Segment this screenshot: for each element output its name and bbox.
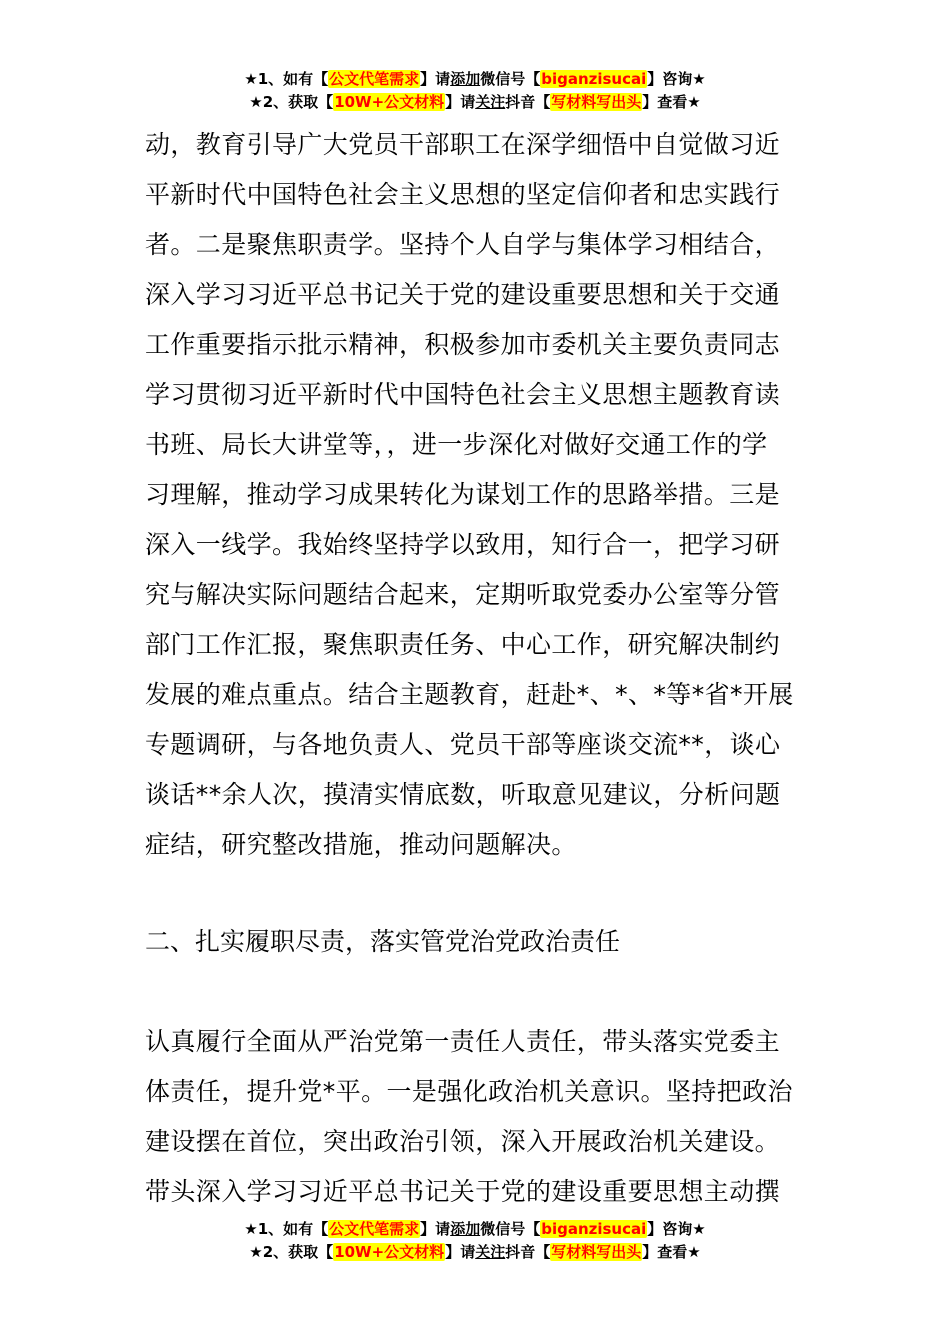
promo-underlined-text: 添加	[450, 1220, 481, 1238]
body-paragraph-2	[145, 1017, 815, 1217]
text-line: 书班、局长大讲堂等，，进一步深化对做好交通工作的学	[145, 430, 768, 459]
promo-highlight: 10W+公文材料	[334, 1243, 445, 1261]
text-line: 动，教育引导广大党员干部职工在深学细悟中自觉做习近	[145, 130, 781, 159]
promo-text: 】查看★	[642, 93, 701, 111]
promo-underlined-text: 关注	[475, 93, 506, 111]
promo-highlight: 公文代笔需求	[329, 1220, 420, 1238]
text-line: 深入学习习近平总书记关于党的建设重要思想和关于交通	[145, 280, 781, 309]
text-line: 究与解决实际问题结合起来，定期听取党委办公室等分管	[145, 580, 781, 609]
promo-line-1	[0, 68, 950, 91]
promo-highlight: 公文代笔需求	[329, 70, 420, 88]
promo-text: 】查看★	[642, 1243, 701, 1261]
bottom-promo-banner	[0, 1218, 950, 1264]
promo-text: ★1、如有【	[244, 70, 329, 88]
promo-underlined-text: 关注	[475, 1243, 506, 1261]
text-line: 认真履行全面从严治党第一责任人责任，带头落实党委主	[145, 1027, 781, 1056]
text-line: 带头深入学习习近平总书记关于党的建设重要思想主动撰	[145, 1177, 781, 1206]
promo-text: 】咨询★	[647, 70, 706, 88]
promo-line-1	[0, 1218, 950, 1241]
promo-highlight: 10W+公文材料	[334, 93, 445, 111]
text-line: 专题调研，与各地负责人、党员干部等座谈交流**，谈心	[145, 730, 781, 759]
top-promo-banner	[0, 68, 950, 114]
text-line: 体责任，提升党*平。一是强化政治机关意识。坚持把政治	[145, 1077, 793, 1106]
promo-text: 】请	[445, 1243, 476, 1261]
douyin-id-highlight: 写材料写出头	[551, 93, 642, 111]
section-heading: 二、扎实履职尽责，落实管党治党政治责任	[145, 927, 621, 956]
promo-underlined-text: 添加	[450, 70, 481, 88]
promo-text: 抖音【	[505, 1243, 551, 1261]
text-line: 平新时代中国特色社会主义思想的坚定信仰者和忠实践行	[145, 180, 781, 209]
text-line: 建设摆在首位，突出政治引领，深入开展政治机关建设。	[145, 1127, 781, 1156]
wechat-id-highlight: biganzisucai	[541, 1220, 647, 1238]
douyin-id-highlight: 写材料写出头	[551, 1243, 642, 1261]
promo-text: ★2、获取【	[249, 1243, 334, 1261]
promo-line-2	[0, 1241, 950, 1264]
text-line: 发展的难点重点。结合主题教育，赶赴*、*、*等*省*开展	[145, 680, 794, 709]
text-line: 习理解，推动学习成果转化为谋划工作的思路举措。三是	[145, 480, 781, 509]
promo-text: 微信号【	[480, 1220, 541, 1238]
text-line: 深入一线学。我始终坚持学以致用，知行合一，把学习研	[145, 530, 781, 559]
text-line: 部门工作汇报，聚焦职责任务、中心工作，研究解决制约	[145, 630, 781, 659]
promo-text: 微信号【	[480, 70, 541, 88]
promo-text: ★2、获取【	[249, 93, 334, 111]
text-line: 学习贯彻习近平新时代中国特色社会主义思想主题教育读	[145, 380, 781, 409]
wechat-id-highlight: biganzisucai	[541, 70, 647, 88]
body-paragraph-1	[145, 120, 815, 870]
text-line: 工作重要指示批示精神，积极参加市委机关主要负责同志	[145, 330, 781, 359]
promo-text: 抖音【	[505, 93, 551, 111]
promo-line-2	[0, 91, 950, 114]
promo-text: 】咨询★	[647, 1220, 706, 1238]
text-line: 症结，研究整改措施，推动问题解决。	[145, 830, 577, 859]
promo-text: 】请	[420, 70, 451, 88]
promo-text: 】请	[420, 1220, 451, 1238]
promo-text: 】请	[445, 93, 476, 111]
text-line: 谈话**余人次，摸清实情底数，听取意见建议，分析问题	[145, 780, 781, 809]
promo-text: ★1、如有【	[244, 1220, 329, 1238]
text-line: 者。二是聚焦职责学。坚持个人自学与集体学习相结合，	[145, 230, 781, 259]
